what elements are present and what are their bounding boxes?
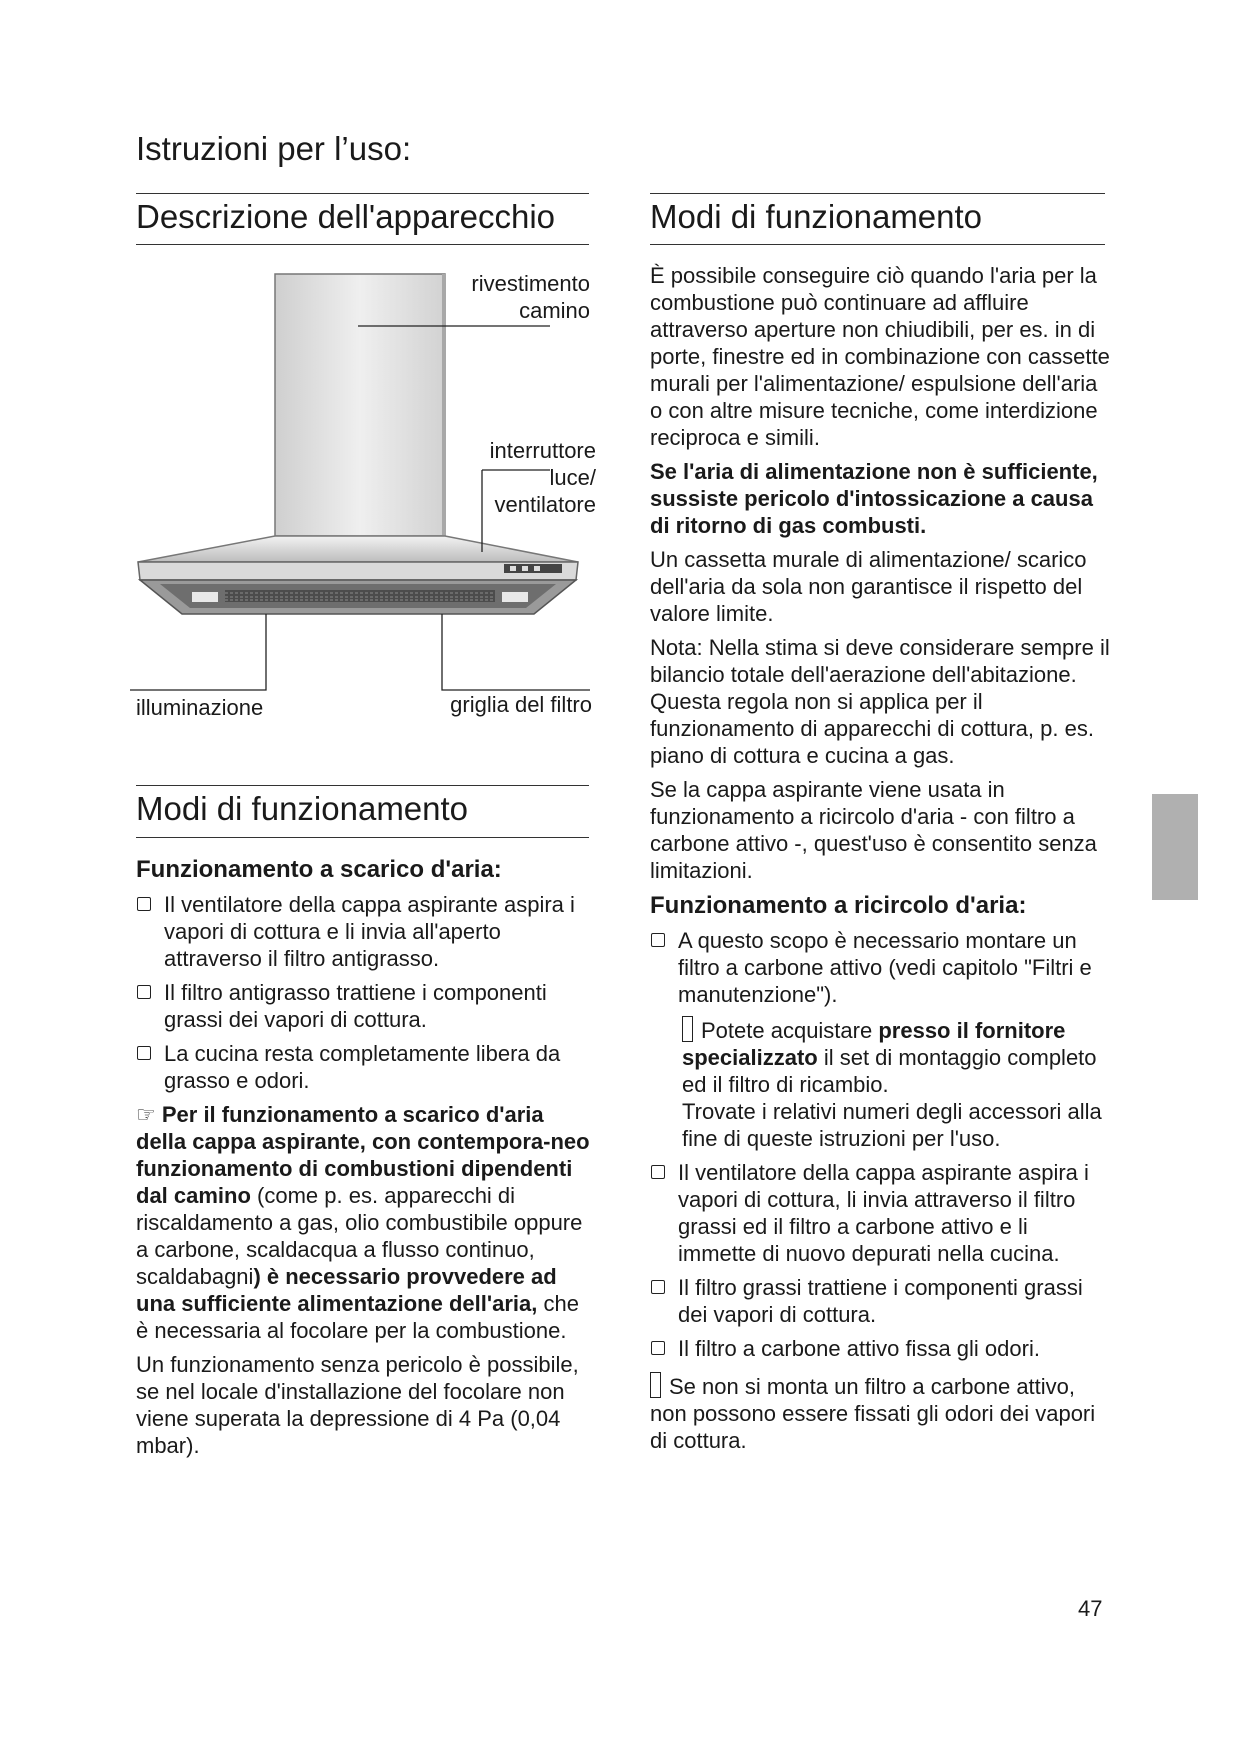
list-item <box>136 1040 594 1094</box>
list-item <box>650 1335 1110 1362</box>
checkbox-bullet-icon <box>651 1341 665 1355</box>
intro-paragraph: È possibile conseguire ciò quando l'aria per la combustione può continuare ad affluire attraverso aperture non chiudibili, per es. in di porte, finestre ed in combinazione con cassette murali per l'alimentazione/ espulsione dell'aria o con altre misure tecniche, come interdizione reciproca e simili. <box>650 263 1110 450</box>
lamp <box>502 592 528 602</box>
recirc-allowed-paragraph: Se la cappa aspirante viene usata in funzionamento a ricircolo d'aria - con filtro a carbone attivo -, quest'uso è consentito senza limitazioni. <box>650 777 1097 883</box>
warning-bold: Per il funzionamento a scarico d'aria della cappa aspirante, con contempora-neo funzionamento di combustioni dipendenti dal camino <box>136 1102 590 1208</box>
lamp <box>192 592 218 602</box>
label-line: rivestimento <box>471 271 590 296</box>
filter-grid <box>225 590 495 602</box>
tip-text: il set di montaggio completo ed il filtro di ricambio. <box>682 1045 1097 1097</box>
label-filter-grid: griglia del filtro <box>450 692 592 717</box>
list-item <box>136 891 594 972</box>
recirc-title: Funzionamento a ricircolo d'aria: <box>650 892 1027 919</box>
warning-text: (come p. es. apparecchi di riscaldamento a gas, olio combustibile oppure a carbone, scaldacqua a flusso continuo, scaldabagni <box>136 1183 583 1289</box>
pointing-hand-icon: ☞ <box>136 1102 156 1127</box>
right-column-body <box>650 262 1110 1461</box>
warning-text: che è necessaria al focolare per la combustione. <box>136 1291 579 1343</box>
label-chimney-cover <box>440 270 590 324</box>
checkbox-bullet-icon <box>651 1165 665 1179</box>
divider <box>136 193 589 194</box>
danger-paragraph <box>650 458 1110 539</box>
info-icon <box>650 1372 661 1398</box>
divider <box>650 244 1105 245</box>
safe-operation-paragraph: Un funzionamento senza pericolo è possibile, se nel locale d'installazione del focolare non viene superata la depressione di 4 Pa (0,04 mbar). <box>136 1352 579 1458</box>
label-lighting: illuminazione <box>136 695 264 720</box>
checkbox-bullet-icon <box>137 897 151 911</box>
list-item-text: Il ventilatore della cappa aspirante aspira i vapori di cottura e li invia all'aperto attraverso il filtro antigrasso. <box>164 892 575 971</box>
info-icon <box>682 1016 693 1042</box>
modes-title-right: Modi di funzionamento <box>650 198 983 235</box>
warning-bold: ) è necessario provvedere ad una sufficiente alimentazione dell'aria, <box>136 1264 557 1316</box>
label-line: luce/ <box>549 465 596 490</box>
list-item <box>650 1159 1110 1267</box>
checkbox-bullet-icon <box>137 1046 151 1060</box>
modes-title-left: Modi di funzionamento <box>136 790 469 827</box>
checkbox-bullet-icon <box>137 985 151 999</box>
divider <box>136 244 589 245</box>
checkbox-bullet-icon <box>651 933 665 947</box>
divider <box>136 785 589 786</box>
divider <box>136 837 589 838</box>
hood-canopy <box>138 536 578 562</box>
left-column-body <box>136 855 594 1466</box>
checkbox-bullet-icon <box>651 1280 665 1294</box>
wall-box-paragraph: Un cassetta murale di alimentazione/ scarico dell'aria da sola non garantisce il rispetto del valore limite. <box>650 547 1087 626</box>
tip-block <box>650 1016 1110 1152</box>
list-item <box>136 979 594 1033</box>
danger-text: Se l'aria di alimentazione non è sufficiente, sussiste pericolo d'intossicazione a causa di ritorno di gas combusti. <box>650 459 1098 538</box>
page-title: Istruzioni per l’uso: <box>136 130 412 167</box>
note-paragraph: Nota: Nella stima si deve considerare sempre il bilancio totale dell'aerazione dell'abitazione. Questa regola non si applica per il funzionamento di apparecchi di cottura, p. es. piano di cottura e cucina a gas. <box>650 635 1110 768</box>
list-item-text: Il filtro a carbone attivo fissa gli odori. <box>678 1336 1040 1361</box>
label-line: ventilatore <box>494 492 596 517</box>
list-item <box>650 927 1110 1008</box>
warning-paragraph <box>136 1101 594 1344</box>
description-title: Descrizione dell'apparecchio <box>136 198 556 235</box>
final-note-text: Se non si monta un filtro a carbone attivo, non possono essere fissati gli odori dei vapori di cottura. <box>650 1374 1096 1453</box>
chimney-cover <box>275 274 445 536</box>
exhaust-title: Funzionamento a scarico d'aria: <box>136 856 502 883</box>
final-note <box>650 1372 1110 1454</box>
list-item-text: Il filtro grassi trattiene i componenti grassi dei vapori di cottura. <box>678 1275 1083 1327</box>
label-switch <box>440 437 596 518</box>
divider <box>650 193 1105 194</box>
tip-text: Potete acquistare <box>701 1018 879 1043</box>
list-item-text: Il ventilatore della cappa aspirante aspira i vapori di cottura, li invia attraverso il filtro grassi ed il filtro a carbone attivo e li immette di nuovo depurati nella cucina. <box>678 1160 1089 1266</box>
list-item-text: Il filtro antigrasso trattiene i componenti grassi dei vapori di cottura. <box>164 980 547 1032</box>
label-line: camino <box>519 298 590 323</box>
tip-text: Trovate i relativi numeri degli accessori alla fine di queste istruzioni per l'uso. <box>682 1099 1102 1151</box>
page-number: 47 <box>1078 1596 1103 1621</box>
list-item-text: A questo scopo è necessario montare un filtro a carbone attivo (vedi capitolo "Filtri e manutenzione"). <box>678 928 1092 1007</box>
list-item <box>650 1274 1110 1328</box>
chapter-tab-marker <box>1152 794 1198 900</box>
tip-bold: presso il fornitore specializzato <box>682 1018 1066 1070</box>
list-item-text: La cucina resta completamente libera da grasso e odori. <box>164 1041 561 1093</box>
label-line: interruttore <box>489 438 596 463</box>
